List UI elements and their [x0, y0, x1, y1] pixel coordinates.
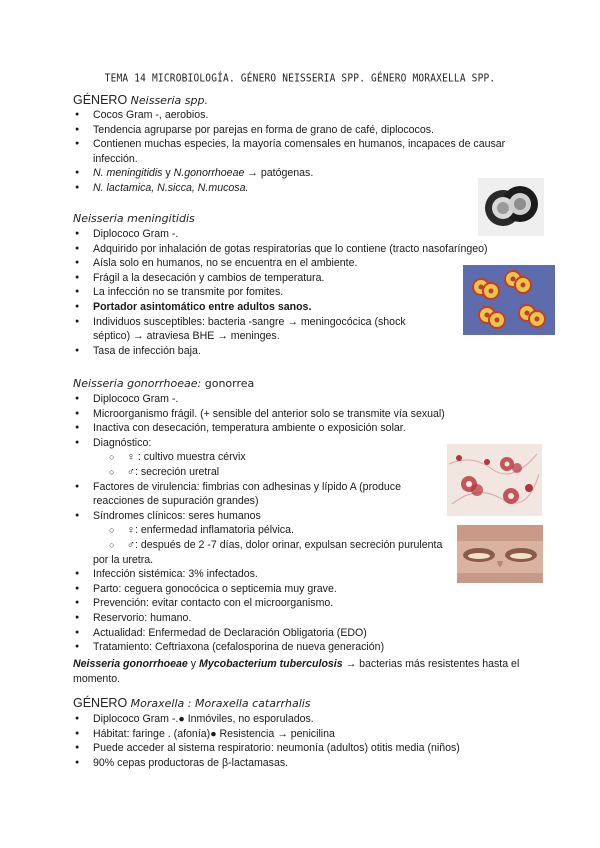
diplococcus-micrograph-image — [478, 178, 544, 236]
list-item: ● Adquirido por inhalación de gotas respiratorias que lo contiene (tracto nasofaríngeo) — [75, 242, 455, 257]
list-item: ● Hábitat: faringe . (afonía)● Resistencia → penicilina — [75, 727, 545, 742]
list-item: ● Tratamiento: Ceftriaxona (cefalosporina de nueva generación) — [75, 640, 475, 655]
gonorrhoeae-list — [75, 392, 475, 655]
list-item: ● Factores de virulencia: fimbrias con adhesinas y lípido A (produce reacciones de supuración grandes) — [75, 480, 475, 509]
list-item: ● Reservorio: humano. — [75, 611, 475, 626]
list-item: ● Frágil a la desecación y cambios de temperatura. — [75, 271, 455, 286]
list-item: ● Cocos Gram -, aerobios. — [75, 108, 535, 123]
list-item: ○ ♀: enfermedad inflamatoria pélvica. — [93, 523, 475, 538]
meningitidis-list — [75, 227, 488, 358]
list-item: ● Individuos susceptibles: bacteria -sangre → meningocócica (shock séptico) → atraviesa BHE → meninges. — [75, 315, 455, 344]
list-item: ● Diplococo Gram -. — [75, 392, 475, 407]
list-item: ● Prevención: evitar contacto con el microorganismo. — [75, 596, 475, 611]
meningitidis-heading: Neisseria meningitidis — [73, 212, 195, 225]
genus-heading-prefix: GÉNERO — [73, 93, 128, 107]
list-item: ● Portador asintomático entre adultos sanos. — [75, 300, 455, 315]
neisseria-genus-list — [75, 108, 535, 196]
moraxella-heading: GÉNERO Moraxella : Moraxella catarrhalis — [73, 696, 311, 710]
list-item: ● Actualidad: Enfermedad de Declaración Obligatoria (EDO) — [75, 626, 475, 641]
gram-stain-smear-image — [447, 444, 542, 516]
genus-heading-name: Neisseria spp. — [130, 94, 208, 107]
list-item: ○ ♂: secreción uretral — [93, 465, 475, 480]
list-item: ○ ♂: después de 2 -7 días, dolor orinar, expulsan secreción purulenta — [93, 538, 475, 553]
list-item: ● Aísla solo en humanos, no se encuentra en el ambiente. — [75, 256, 455, 271]
list-item: ● La infección no se transmite por fomites. — [75, 285, 455, 300]
moraxella-list — [75, 712, 545, 770]
neonatal-eye-photo — [457, 525, 543, 583]
neisseria-genus-heading — [73, 93, 208, 107]
list-item: ● N. meningitidis y N.gonorrhoeae → patógenas. — [75, 166, 535, 181]
list-item: ● Síndromes clínicos: seres humanos ○ ♀: enfermedad inflamatoria pélvica. ○ ♂: después de 2 -7 días, dolor orinar, expulsan secreción purulenta por la uretra. — [75, 509, 475, 567]
list-item: ● Infección sistémica: 3% infectados. — [75, 567, 475, 582]
document-title: TEMA 14 MICROBIOLOGÍA. GÉNERO NEISSERIA SPP. GÉNERO MORAXELLA SPP. — [104, 72, 496, 85]
list-item: ● Parto: ceguera gonocócica o septicemia muy grave. — [75, 582, 475, 597]
list-item: ● Microorganismo frágil. (+ sensible del anterior solo se transmite vía sexual) — [75, 407, 475, 422]
list-item: ● Puede acceder al sistema respiratorio: neumonía (adultos) otitis media (niños) — [75, 741, 545, 756]
list-item: ● Tasa de infección baja. — [75, 344, 455, 359]
list-item: ● Diplococo Gram -.● Inmóviles, no esporulados. — [75, 712, 545, 727]
list-item: ● Contienen muchas especies, la mayoría comensales en humanos, incapaces de causar infección. — [75, 137, 535, 166]
list-item: ● Diagnóstico: ○ ♀ : cultivo muestra cérvix ○ ♂: secreción uretral — [75, 436, 475, 480]
gonorrhoeae-heading: Neisseria gonorrhoeae: gonorrea — [73, 377, 255, 390]
list-item: ● 90% cepas productoras de β-lactamasas. — [75, 756, 545, 771]
list-item: ● Tendencia agruparse por parejas en forma de grano de café, diplococos. — [75, 123, 535, 138]
list-item: ● Diplococo Gram -. — [75, 227, 455, 242]
list-item: ○ ♀ : cultivo muestra cérvix — [93, 450, 475, 465]
list-item: ● N. lactamica, N.sicca, N.mucosa. — [75, 181, 535, 196]
list-item: ● Inactiva con desecación, temperatura ambiente o exposición solar. — [75, 421, 475, 436]
meningococci-colored-image — [463, 265, 555, 335]
resistance-note: Neisseria gonorrhoeae y Mycobacterium tuberculosis → bacterias más resistentes hasta el momento. — [73, 658, 520, 685]
